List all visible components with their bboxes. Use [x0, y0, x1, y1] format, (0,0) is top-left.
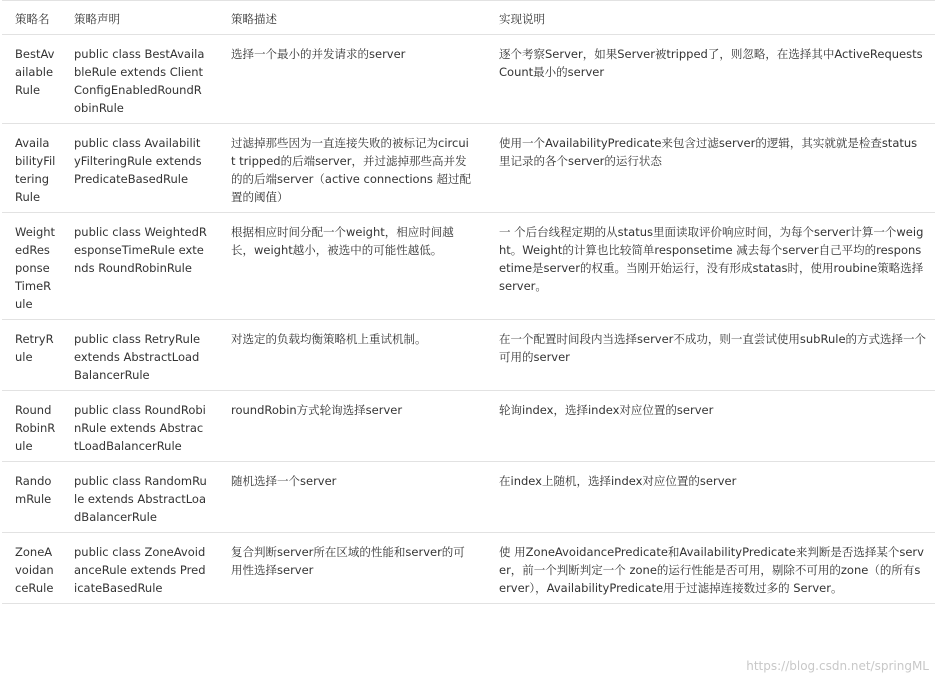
header-strategy-description: 策略描述	[215, 1, 483, 35]
header-strategy-name: 策略名	[2, 1, 64, 35]
cell-strategy-description: 根据相应时间分配一个weight，相应时间越长，weight越小，被选中的可能性越低。	[215, 213, 483, 320]
table-row	[2, 462, 935, 533]
strategy-table	[2, 0, 935, 604]
cell-strategy-name: RandomRule	[2, 462, 64, 533]
cell-strategy-declaration: public class BestAvailableRule extends ClientConfigEnabledRoundRobinRule	[64, 35, 215, 124]
cell-implementation-notes: 轮询index，选择index对应位置的server	[483, 391, 935, 462]
header-strategy-declaration: 策略声明	[64, 1, 215, 35]
cell-strategy-description: 选择一个最小的并发请求的server	[215, 35, 483, 124]
cell-strategy-description: roundRobin方式轮询选择server	[215, 391, 483, 462]
table-row	[2, 213, 935, 320]
table-header-row	[2, 1, 935, 35]
cell-strategy-name: WeightedResponseTimeRule	[2, 213, 64, 320]
cell-implementation-notes: 使用一个AvailabilityPredicate来包含过滤server的逻辑，其实就就是检查status里记录的各个server的运行状态	[483, 124, 935, 213]
cell-strategy-declaration: public class WeightedResponseTimeRule extends RoundRobinRule	[64, 213, 215, 320]
cell-strategy-declaration: public class RetryRule extends AbstractLoadBalancerRule	[64, 320, 215, 391]
cell-implementation-notes: 在index上随机，选择index对应位置的server	[483, 462, 935, 533]
cell-implementation-notes: 使 用ZoneAvoidancePredicate和AvailabilityPredicate来判断是否选择某个server，前一个判断判定一个 zone的运行性能是否可用，剔除不可用的zone（的所有server），AvailabilityPredicate用于过滤掉连接数过多的 Server。	[483, 533, 935, 604]
watermark: https://blog.csdn.net/springML	[746, 659, 929, 673]
header-implementation-notes: 实现说明	[483, 1, 935, 35]
cell-strategy-name: RoundRobinRule	[2, 391, 64, 462]
cell-strategy-declaration: public class ZoneAvoidanceRule extends PredicateBasedRule	[64, 533, 215, 604]
cell-strategy-name: RetryRule	[2, 320, 64, 391]
cell-strategy-name: ZoneAvoidanceRule	[2, 533, 64, 604]
cell-implementation-notes: 一 个后台线程定期的从status里面读取评价响应时间，为每个server计算一个weight。Weight的计算也比较简单responsetime 减去每个server自己平均的responsetime是server的权重。当刚开始运行，没有形成statas时，使用roubine策略选择 server。	[483, 213, 935, 320]
table-row	[2, 35, 935, 124]
table-row	[2, 391, 935, 462]
table-row	[2, 533, 935, 604]
cell-strategy-description: 复合判断server所在区域的性能和server的可用性选择server	[215, 533, 483, 604]
cell-strategy-description: 过滤掉那些因为一直连接失败的被标记为circuit tripped的后端server，并过滤掉那些高并发的的后端server（active connections 超过配置的阈值）	[215, 124, 483, 213]
table-row	[2, 320, 935, 391]
cell-implementation-notes: 在一个配置时间段内当选择server不成功，则一直尝试使用subRule的方式选择一个可用的server	[483, 320, 935, 391]
cell-implementation-notes: 逐个考察Server，如果Server被tripped了，则忽略，在选择其中ActiveRequestsCount最小的server	[483, 35, 935, 124]
cell-strategy-name: BestAvailableRule	[2, 35, 64, 124]
cell-strategy-declaration: public class RandomRule extends AbstractLoadBalancerRule	[64, 462, 215, 533]
cell-strategy-description: 对选定的负载均衡策略机上重试机制。	[215, 320, 483, 391]
cell-strategy-name: AvailabilityFilteringRule	[2, 124, 64, 213]
table-row	[2, 124, 935, 213]
cell-strategy-declaration: public class AvailabilityFilteringRule extends PredicateBasedRule	[64, 124, 215, 213]
cell-strategy-declaration: public class RoundRobinRule extends AbstractLoadBalancerRule	[64, 391, 215, 462]
cell-strategy-description: 随机选择一个server	[215, 462, 483, 533]
